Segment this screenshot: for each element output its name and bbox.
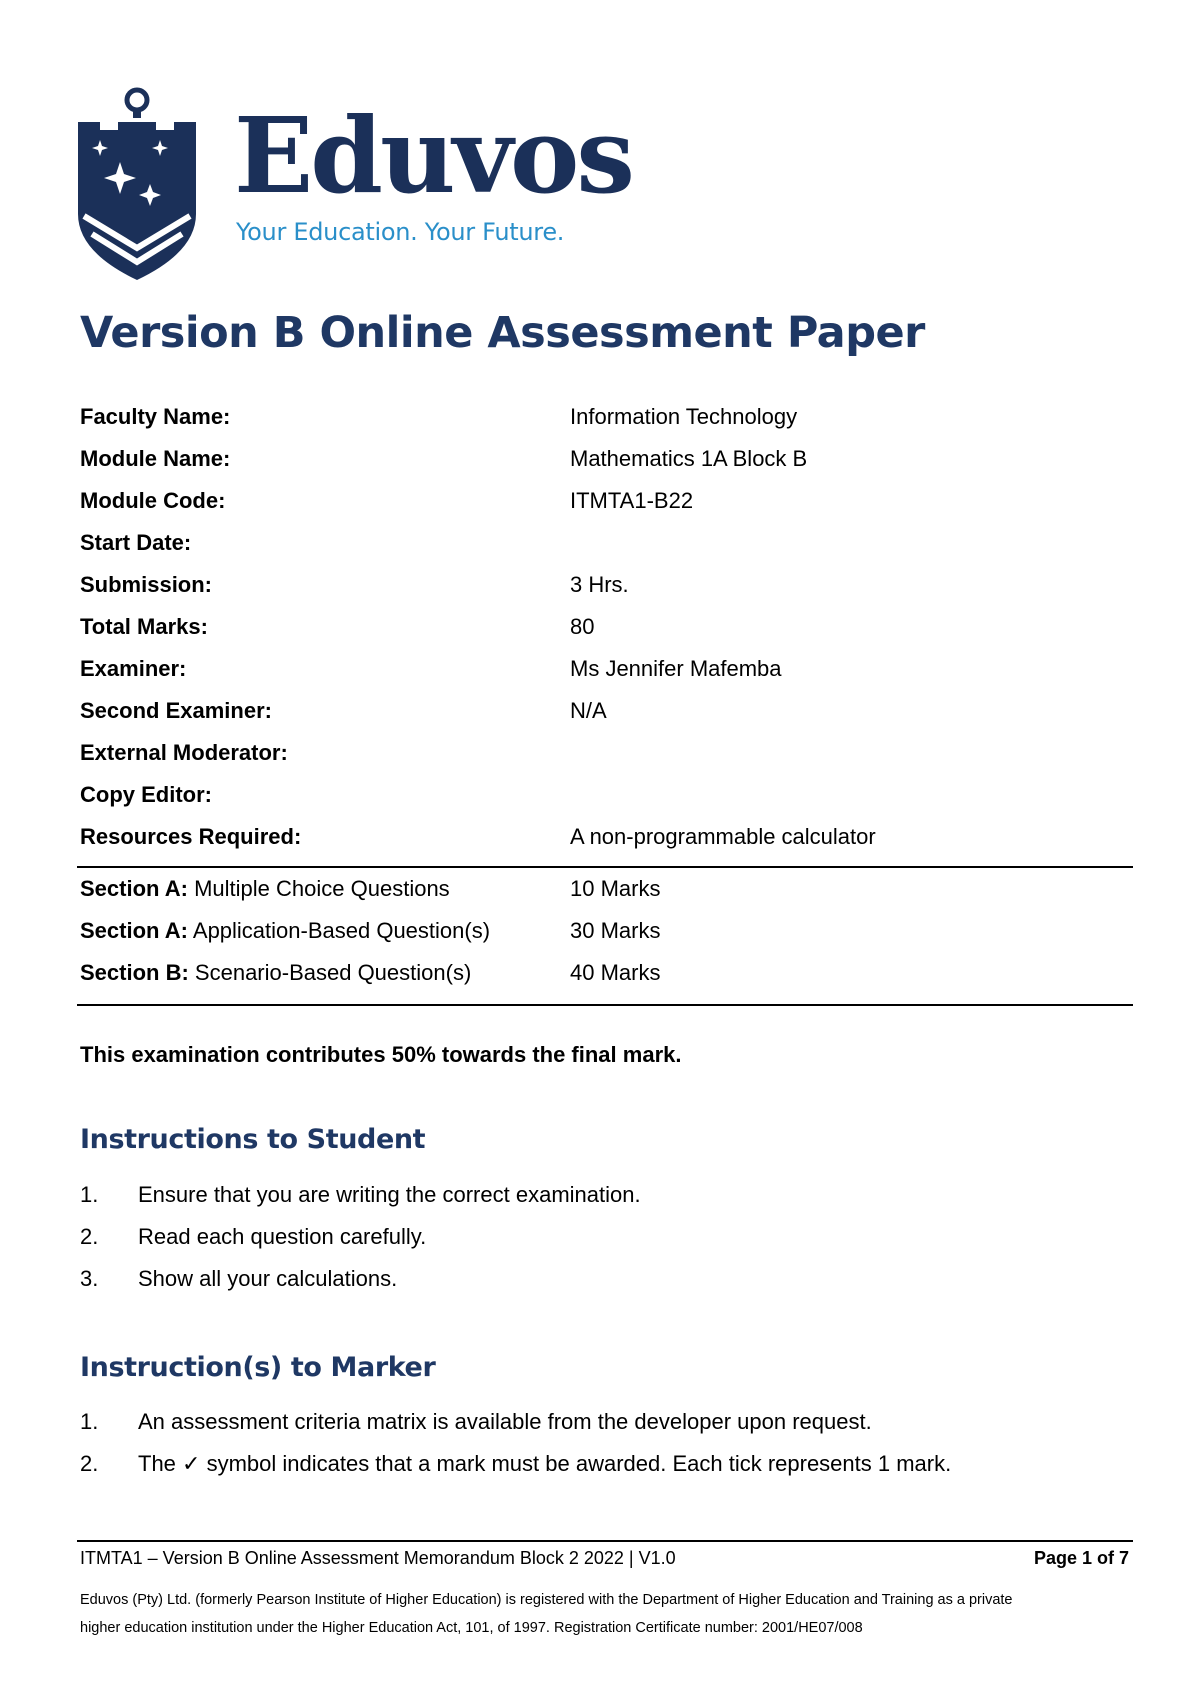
- section-marks: 40 Marks: [570, 960, 661, 985]
- info-value: 3 Hrs.: [570, 572, 629, 597]
- list-text: Ensure that you are writing the correct examination.: [138, 1182, 641, 1207]
- list-number: 2.: [80, 1224, 99, 1249]
- page-number: Page 1 of 7: [1033, 1548, 1129, 1568]
- list-number: 1.: [80, 1182, 99, 1207]
- student-instructions-list: [80, 1176, 1130, 1302]
- info-value: N/A: [570, 698, 607, 723]
- shield-icon: [78, 84, 198, 280]
- info-value: A non-programmable calculator: [570, 824, 876, 849]
- list-text: Read each question carefully.: [138, 1224, 427, 1249]
- section-label: [80, 876, 450, 902]
- list-number: 1.: [80, 1409, 99, 1434]
- section-name: Section B:: [80, 960, 189, 985]
- section-marks: 30 Marks: [570, 918, 661, 943]
- info-label: Second Examiner:: [80, 698, 272, 723]
- footer-note-line: Eduvos (Pty) Ltd. (formerly Pearson Institute of Higher Education) is registered with the Department of Higher Education and Training as a private: [80, 1592, 1013, 1608]
- info-value: 80: [570, 614, 595, 639]
- info-row: [80, 608, 1130, 650]
- info-row: [80, 692, 1130, 734]
- sections-table: [77, 866, 1133, 1006]
- section-name: Section A:: [80, 876, 188, 901]
- list-text: The ✓ symbol indicates that a mark must be awarded. Each tick represents 1 mark.: [138, 1451, 952, 1476]
- contribution-note: This examination contributes 50% towards the final mark.: [80, 1042, 682, 1067]
- info-row: [80, 818, 1130, 860]
- marker-instructions-heading: Instruction(s) to Marker: [80, 1352, 436, 1383]
- section-row: [77, 954, 1133, 996]
- info-row: [80, 440, 1130, 482]
- info-label: External Moderator:: [80, 740, 288, 765]
- section-marks: 10 Marks: [570, 876, 661, 901]
- logo-tagline: Your Education. Your Future.: [236, 218, 565, 246]
- section-name: Section A:: [80, 918, 188, 943]
- page-footer: [77, 1540, 1133, 1636]
- footer-doc-title: ITMTA1 – Version B Online Assessment Memorandum Block 2 2022 | V1.0: [80, 1548, 676, 1568]
- info-table: [80, 398, 1130, 860]
- info-row: [80, 398, 1130, 440]
- list-item: [80, 1260, 1130, 1302]
- section-desc: Application-Based Question(s): [192, 918, 491, 943]
- info-row: [80, 650, 1130, 692]
- list-item: [80, 1176, 1130, 1218]
- list-item: [80, 1218, 1130, 1260]
- info-label: Module Name:: [80, 446, 231, 471]
- info-row: [80, 734, 1130, 776]
- info-label: Examiner:: [80, 656, 187, 681]
- info-label: Submission:: [80, 572, 213, 597]
- eduvos-logo: [78, 84, 632, 280]
- section-row: [77, 912, 1133, 954]
- info-value: ITMTA1-B22: [570, 488, 694, 513]
- info-row: [80, 776, 1130, 818]
- list-item: [80, 1445, 1130, 1487]
- info-label: Total Marks:: [80, 614, 208, 639]
- section-desc: Multiple Choice Questions: [194, 876, 450, 901]
- footer-note-line: higher education institution under the Higher Education Act, 101, of 1997. Registration Certificate number: 2001/HE07/008: [80, 1620, 863, 1636]
- section-row: [77, 870, 1133, 912]
- section-label: [80, 918, 490, 944]
- info-value: Ms Jennifer Mafemba: [570, 656, 782, 681]
- list-text: Show all your calculations.: [138, 1266, 398, 1291]
- list-number: 3.: [80, 1266, 99, 1291]
- info-label: Module Code:: [80, 488, 226, 513]
- info-label: Faculty Name:: [80, 404, 231, 429]
- page-title: Version B Online Assessment Paper: [80, 308, 925, 358]
- list-item: [80, 1403, 1130, 1445]
- info-label: Resources Required:: [80, 824, 302, 849]
- info-label: Copy Editor:: [80, 782, 212, 807]
- list-text: An assessment criteria matrix is available from the developer upon request.: [138, 1409, 872, 1434]
- footer-page-number: [1034, 1548, 1129, 1569]
- info-row: [80, 566, 1130, 608]
- footer-registration-note: [80, 1586, 1136, 1642]
- info-value: Information Technology: [570, 404, 798, 429]
- info-label: Start Date:: [80, 530, 192, 555]
- footer-line: [77, 1542, 1133, 1574]
- logo-wordmark: Eduvos: [234, 94, 632, 217]
- student-instructions-heading: Instructions to Student: [80, 1124, 426, 1155]
- info-row: [80, 482, 1130, 524]
- section-desc: Scenario-Based Question(s): [194, 960, 472, 985]
- list-number: 2.: [80, 1451, 99, 1476]
- marker-instructions-list: [80, 1403, 1130, 1487]
- info-row: [80, 524, 1130, 566]
- section-label: [80, 960, 471, 986]
- info-value: Mathematics 1A Block B: [570, 446, 808, 471]
